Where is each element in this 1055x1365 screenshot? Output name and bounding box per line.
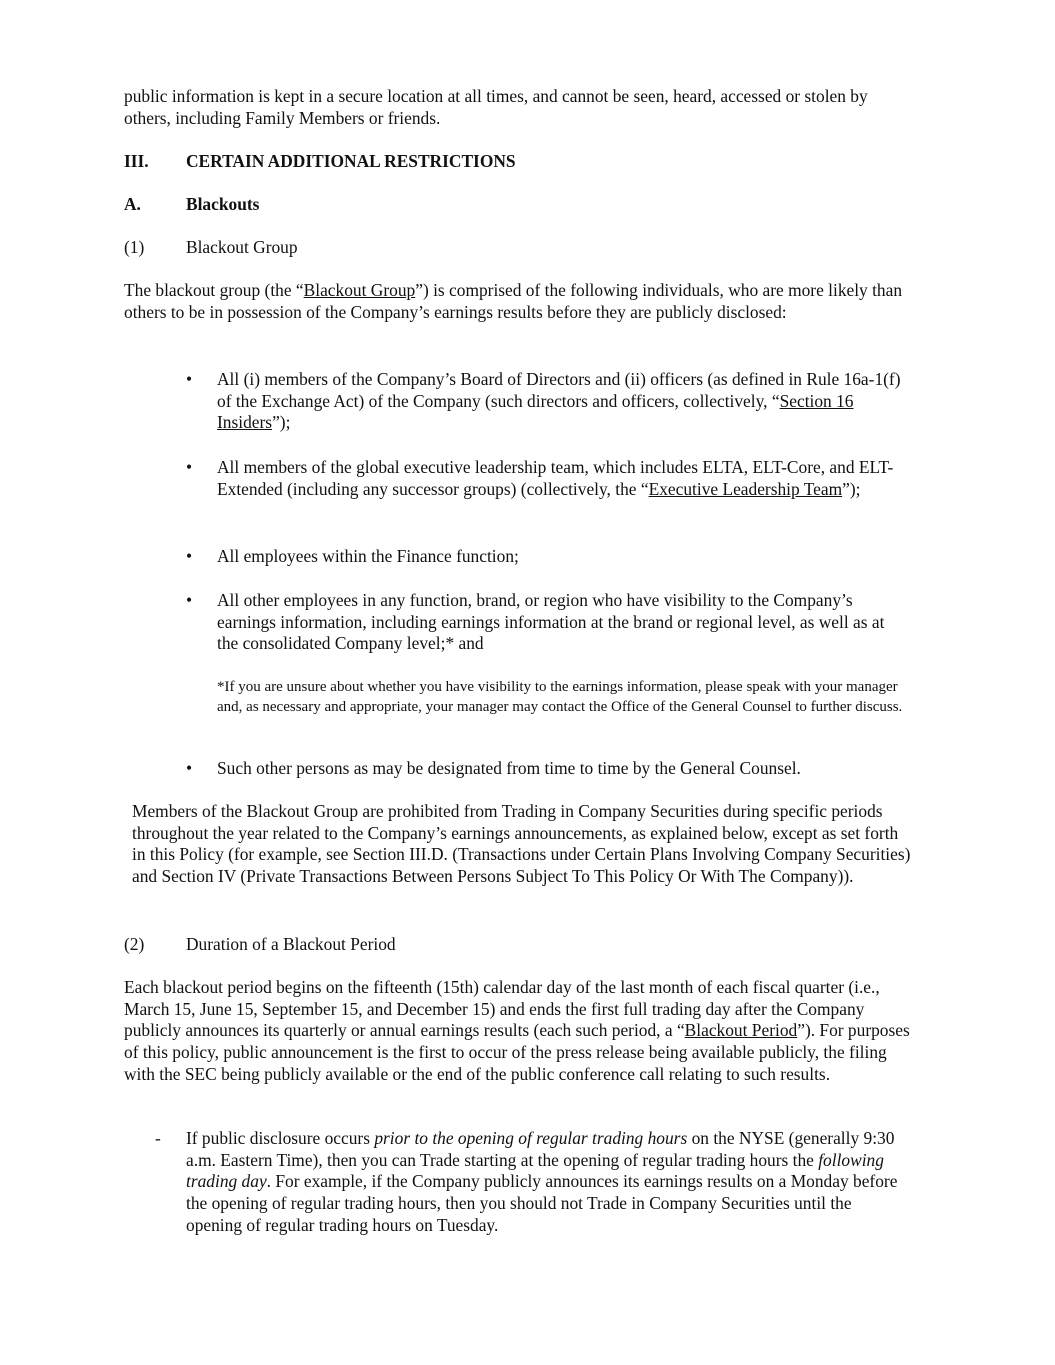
item-1-heading: [124, 237, 914, 259]
item-1-number: (1): [124, 237, 145, 257]
bullet-marker: •: [186, 546, 193, 566]
item-2-title: Duration of a Blackout Period: [186, 934, 396, 954]
members-paragraph: Members of the Blackout Group are prohibited from Trading in Company Securities during specific periods throughout the year related to the Company’s earnings announcements, as explained below, except as set forth in this Policy (for example, see Section III.D. (Transactions under Certain Plans Involving Company Securities) and Section IV (Private Transactions Between Persons Subject To This Policy Or With The Company)).: [132, 801, 911, 887]
bullet-finance-function: • All employees within the Finance function;: [186, 546, 519, 566]
item-2-heading: [124, 934, 914, 956]
blackout-period-paragraph: Each blackout period begins on the fifteenth (15th) calendar day of the last month of each fiscal quarter (i.e., March 15, June 15, September 15, and December 15) and ends the first full trading day after the Company publicly announces its quarterly or annual earnings results (each such period, a “Blackout Period”). For purposes of this policy, public announcement is the first to occur of the press release being available publicly, the filing with the SEC being publicly available or the end of the public conference call relating to such results.: [124, 977, 910, 1084]
bullet-marker: •: [186, 457, 193, 477]
blackout-group-paragraph: The blackout group (the “Blackout Group”) is comprised of the following individuals, who are more likely than others to be in possession of the Company’s earnings results before they are publicly disclosed:: [124, 280, 903, 322]
bullet-section-16-insiders: • All (i) members of the Company’s Board of Directors and (ii) officers (as defined in Rule 16a-1(f) of the Exchange Act) of the Company (such directors and officers, collectively, “Section 16 Insiders”);: [186, 369, 901, 433]
item-1-title: Blackout Group: [186, 237, 298, 257]
defined-term-executive-leadership-team: Executive Leadership Team: [648, 478, 843, 499]
section-heading: [124, 151, 914, 173]
bullet-executive-leadership-team: • All members of the global executive leadership team, which includes ELTA, ELT-Core, and ELT-Extended (including any successor groups) (collectively, the “Executive Leadership Team”);: [186, 457, 894, 499]
defined-term-section-16-insiders: Section 16 Insiders: [217, 390, 854, 433]
bullet-marker: •: [186, 758, 193, 778]
bullet-other-employees: • All other employees in any function, brand, or region who have visibility to the Company’s earnings information, including earnings information at the brand or regional level, as well as at the consolidated Company level;* and: [186, 590, 885, 654]
subsection-heading: [124, 194, 914, 216]
defined-term-blackout-group: Blackout Group: [303, 280, 416, 300]
section-title: CERTAIN ADDITIONAL RESTRICTIONS: [186, 151, 516, 171]
subsection-letter: A.: [124, 194, 141, 214]
footnote: *If you are unsure about whether you have visibility to the earnings information, please speak with your manager and, as necessary and appropriate, your manager may contact the Office of the General Counsel to further discuss.: [217, 679, 903, 715]
intro-paragraph: public information is kept in a secure location at all times, and cannot be seen, heard, accessed or stolen by others, including Family Members or friends.: [124, 86, 868, 128]
subsection-title: Blackouts: [186, 194, 260, 214]
bullet-marker: •: [186, 590, 193, 610]
defined-term-blackout-period: Blackout Period: [684, 1020, 798, 1041]
bullet-other-persons: • Such other persons as may be designated from time to time by the General Counsel.: [186, 758, 801, 778]
dash-item-disclosure-timing: - If public disclosure occurs prior to the opening of regular trading hours on the NYSE (generally 9:30 a.m. Eastern Time), then you can Trade starting at the opening of regular trading hours the following trading day. For example, if the Company publicly announces its earnings results on a Monday before the opening of regular trading hours, then you should not Trade in Company Securities until the opening of regular trading hours on Tuesday.: [155, 1128, 898, 1235]
bullet-marker: •: [186, 369, 193, 389]
section-number: III.: [124, 151, 149, 171]
dash-marker: -: [155, 1128, 161, 1148]
item-2-number: (2): [124, 934, 145, 954]
